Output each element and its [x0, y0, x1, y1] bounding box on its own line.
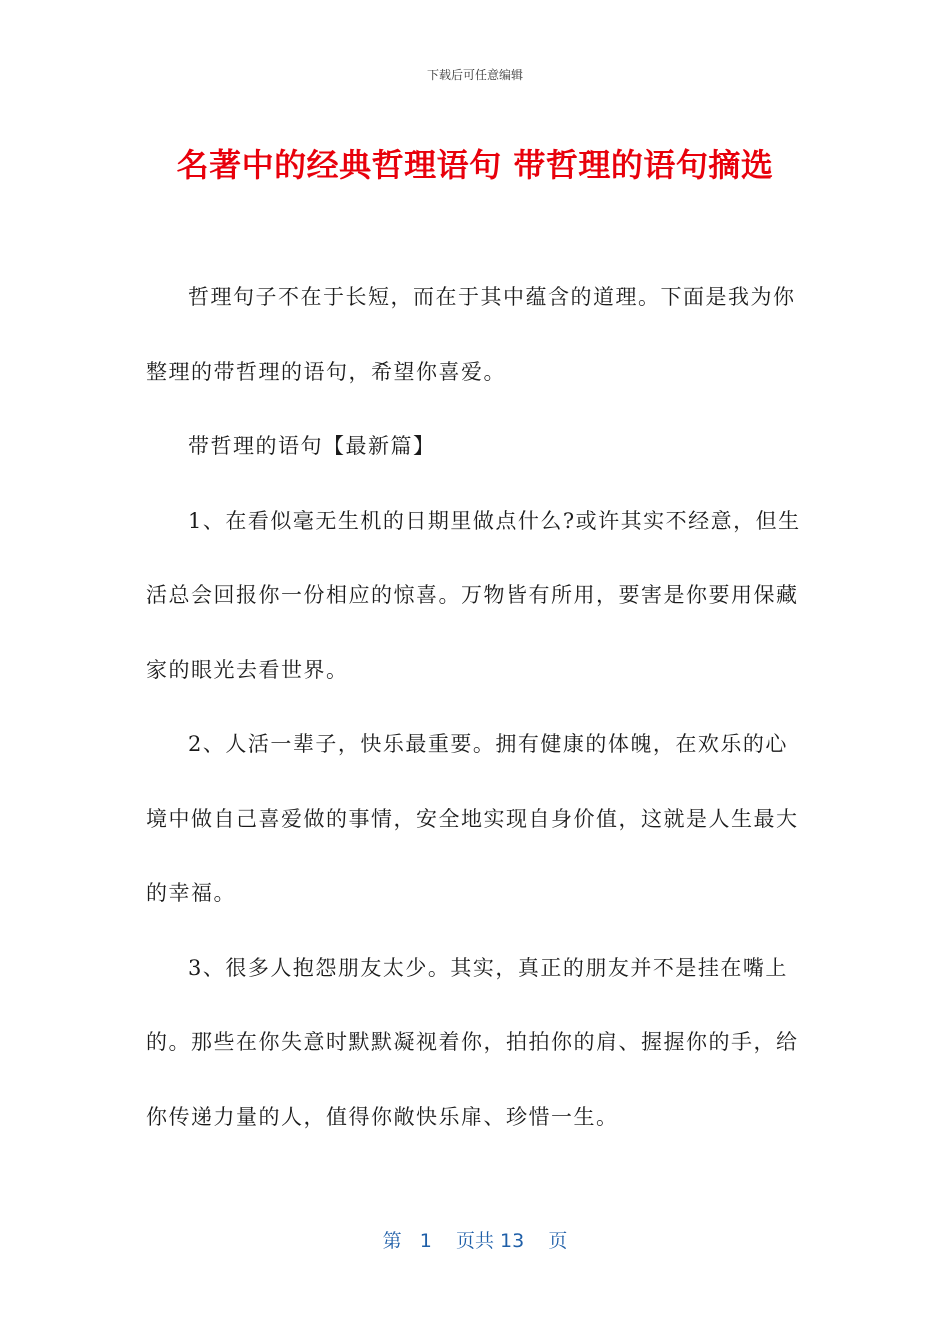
quote-paragraph-2: 2、人活一辈子，快乐最重要。拥有健康的体魄，在欢乐的心境中做自己喜爱做的事情，安全地实现自身价值，这就是人生最大的幸福。 — [146, 732, 799, 905]
intro-paragraph: 哲理句子不在于长短，而在于其中蕴含的道理。下面是我为你整理的带哲理的语句，希望你喜爱。 — [146, 285, 796, 384]
quote-paragraph-3: 3、很多人抱怨朋友太少。其实，真正的朋友并不是挂在嘴上的。那些在你失意时默默凝视着你，拍拍你的肩、握握你的手，给你传递力量的人，值得你敞快乐扉、珍惜一生。 — [146, 955, 799, 1129]
header-note: 下载后可任意编辑 — [426, 68, 523, 82]
total-pages-number: 13 — [500, 1230, 525, 1252]
page-prefix: 第 — [382, 1230, 402, 1252]
current-page-number: 1 — [419, 1230, 432, 1252]
document-title: 名著中的经典哲理语句 带哲理的语句摘选 — [176, 146, 774, 184]
page-footer — [0, 1226, 950, 1253]
section-heading: 带哲理的语句【最新篇】 — [188, 434, 436, 458]
page-middle: 页共 — [455, 1230, 494, 1252]
document-body — [146, 260, 806, 1154]
page-suffix: 页 — [548, 1230, 568, 1252]
quote-paragraph-1: 1、在看似毫无生机的日期里做点什么?或许其实不经意，但生活总会回报你一份相应的惊喜。万物皆有所用，要害是你要用保藏家的眼光去看世界。 — [146, 508, 801, 682]
